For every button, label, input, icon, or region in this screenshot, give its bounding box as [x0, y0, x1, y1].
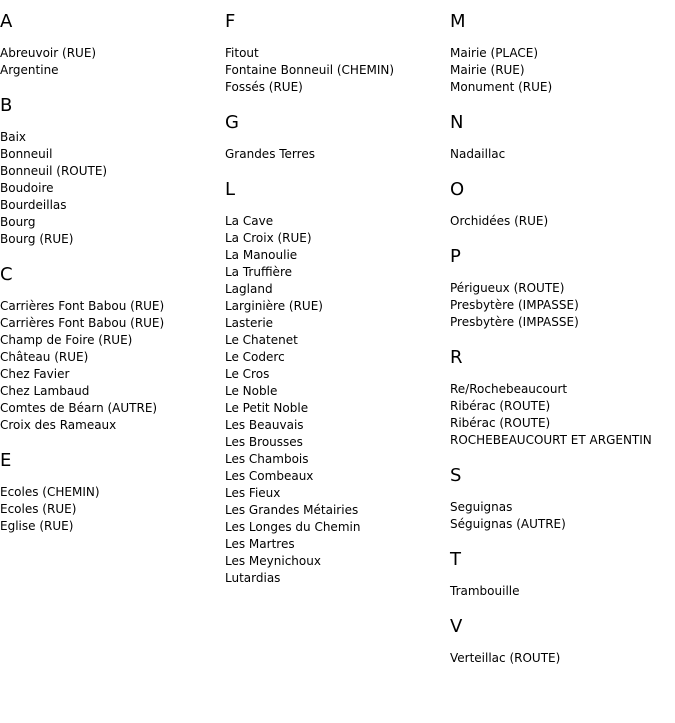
letter-heading: G	[225, 112, 239, 133]
street-name: Chez Lambaud	[0, 384, 90, 398]
street-name: Lutardias	[225, 571, 281, 585]
street-list	[225, 45, 394, 96]
street-name: Bourdeillas	[0, 198, 67, 212]
street-name: Ribérac (ROUTE)	[450, 399, 551, 413]
street-name: Monument (RUE)	[450, 80, 553, 94]
letter-heading: E	[0, 450, 12, 471]
street-name: Argentine	[0, 63, 59, 77]
street-name: Le Petit Noble	[225, 401, 309, 415]
street-name: Seguignas	[450, 500, 513, 514]
street-name: Lasterie	[225, 316, 274, 330]
street-name: Les Meynichoux	[225, 554, 321, 568]
street-list	[450, 583, 652, 600]
letter-heading: V	[450, 616, 463, 637]
street-name: Mairie (RUE)	[450, 63, 525, 77]
letter-section-o	[450, 181, 652, 230]
street-name: Lagland	[225, 282, 273, 296]
street-list	[450, 146, 652, 163]
street-name: Les Chambois	[225, 452, 309, 466]
street-name: Le Noble	[225, 384, 278, 398]
street-name: Mairie (PLACE)	[450, 46, 539, 60]
letter-heading: C	[0, 264, 13, 285]
street-name: Trambouille	[450, 584, 520, 598]
street-name: Larginière (RUE)	[225, 299, 323, 313]
letter-section-n	[450, 114, 652, 163]
street-list	[225, 213, 394, 587]
street-name: Le Coderc	[225, 350, 285, 364]
street-name: Fitout	[225, 46, 259, 60]
street-name: Eglise (RUE)	[0, 519, 74, 533]
street-list	[225, 146, 394, 163]
letter-heading: P	[450, 246, 461, 267]
street-name: Ecoles (CHEMIN)	[0, 485, 100, 499]
street-index-column-2	[225, 0, 394, 605]
street-name: Ecoles (RUE)	[0, 502, 77, 516]
street-name: Les Beauvais	[225, 418, 304, 432]
letter-section-e	[0, 452, 164, 535]
street-name: Bonneuil (ROUTE)	[0, 164, 108, 178]
street-name: Les Grandes Métairies	[225, 503, 359, 517]
letter-heading: R	[450, 347, 463, 368]
letter-heading: B	[0, 95, 13, 116]
letter-section-f	[225, 13, 394, 96]
street-list	[0, 129, 164, 248]
street-name: Carrières Font Babou (RUE)	[0, 299, 165, 313]
letter-section-c	[0, 266, 164, 434]
letter-section-l	[225, 181, 394, 587]
street-name: Baix	[0, 130, 27, 144]
street-name: Bonneuil	[0, 147, 53, 161]
letter-section-g	[225, 114, 394, 163]
street-name: Nadaillac	[450, 147, 506, 161]
street-name: Les Fieux	[225, 486, 281, 500]
letter-section-v	[450, 618, 652, 667]
street-name: Abreuvoir (RUE)	[0, 46, 97, 60]
street-name: La Croix (RUE)	[225, 231, 312, 245]
street-name: Croix des Rameaux	[0, 418, 117, 432]
letter-heading: A	[0, 11, 13, 32]
street-name: Chez Favier	[0, 367, 70, 381]
letter-heading: O	[450, 179, 465, 200]
letter-section-r	[450, 349, 652, 449]
letter-section-m	[450, 13, 652, 96]
street-name: Fossés (RUE)	[225, 80, 303, 94]
letter-section-s	[450, 467, 652, 533]
street-index-column-1	[0, 0, 164, 553]
street-name: La Truffière	[225, 265, 292, 279]
street-name: Ribérac (ROUTE)	[450, 416, 551, 430]
street-name: Périgueux (ROUTE)	[450, 281, 565, 295]
letter-section-a	[0, 13, 164, 79]
letter-heading: L	[225, 179, 236, 200]
street-name: Les Combeaux	[225, 469, 314, 483]
letter-heading: T	[450, 549, 461, 570]
street-name: Comtes de Béarn (AUTRE)	[0, 401, 158, 415]
street-name: Les Longes du Chemin	[225, 520, 361, 534]
letter-heading: N	[450, 112, 464, 133]
street-name: La Cave	[225, 214, 274, 228]
street-name: Les Brousses	[225, 435, 303, 449]
street-name: Re/Rochebeaucourt	[450, 382, 568, 396]
street-list	[0, 484, 164, 535]
street-list	[450, 381, 652, 449]
street-name: Grandes Terres	[225, 147, 315, 161]
street-list	[450, 45, 652, 96]
street-list	[0, 45, 164, 79]
street-name: Séguignas (AUTRE)	[450, 517, 566, 531]
street-list	[450, 650, 652, 667]
street-name: Les Martres	[225, 537, 295, 551]
letter-section-t	[450, 551, 652, 600]
street-name: Orchidées (RUE)	[450, 214, 549, 228]
letter-heading: M	[450, 11, 466, 32]
street-name: La Manoulie	[225, 248, 298, 262]
street-name: Presbytère (IMPASSE)	[450, 298, 579, 312]
street-name: Le Cros	[225, 367, 270, 381]
street-name: Fontaine Bonneuil (CHEMIN)	[225, 63, 395, 77]
street-name: Bourg (RUE)	[0, 232, 74, 246]
street-list	[0, 298, 164, 434]
street-name: Presbytère (IMPASSE)	[450, 315, 579, 329]
street-name: Carrières Font Babou (RUE)	[0, 316, 165, 330]
street-list	[450, 499, 652, 533]
street-list	[450, 213, 652, 230]
street-name: Château (RUE)	[0, 350, 89, 364]
street-list	[450, 280, 652, 331]
street-name: Champ de Foire (RUE)	[0, 333, 133, 347]
street-index-column-3	[450, 0, 652, 685]
street-name: Le Chatenet	[225, 333, 298, 347]
street-name: ROCHEBEAUCOURT ET ARGENTIN	[450, 433, 652, 447]
street-name: Boudoire	[0, 181, 54, 195]
street-name: Verteillac (ROUTE)	[450, 651, 561, 665]
letter-heading: F	[225, 11, 236, 32]
street-name: Bourg	[0, 215, 36, 229]
letter-section-p	[450, 248, 652, 331]
letter-heading: S	[450, 465, 462, 486]
letter-section-b	[0, 97, 164, 248]
